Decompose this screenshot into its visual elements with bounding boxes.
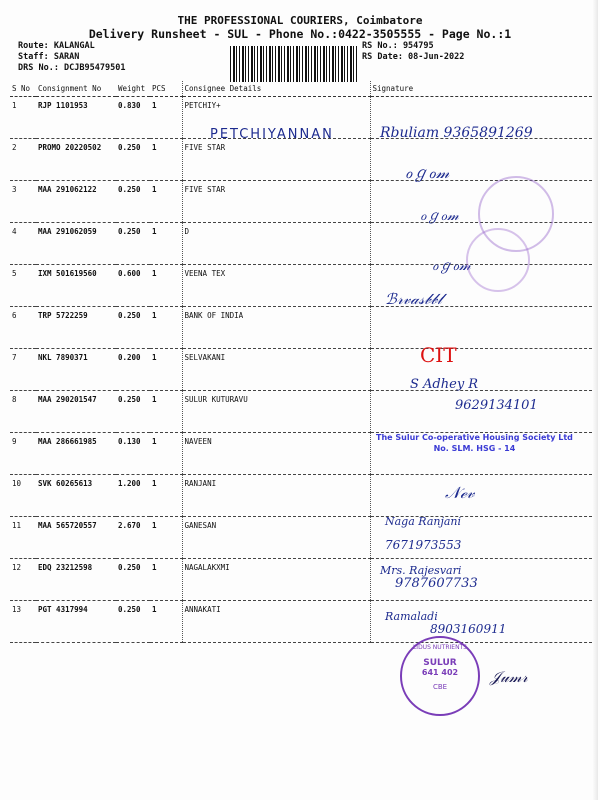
housing-stamp-line2: No. SLM. HSG - 14 <box>433 444 516 453</box>
col-pcs: PCS <box>150 81 182 97</box>
cell-sno: 6 <box>10 307 36 349</box>
nutrients-stamp-bottom: CBE <box>432 683 448 691</box>
cell-consignee: BANK OF INDIA <box>182 307 370 349</box>
cell-weight: 0.250 <box>116 559 150 601</box>
col-sno: S No <box>10 81 36 97</box>
cell-sno: 3 <box>10 181 36 223</box>
cell-sno: 12 <box>10 559 36 601</box>
cell-weight: 2.670 <box>116 517 150 559</box>
cell-pcs: 1 <box>150 349 182 391</box>
cell-signature <box>370 139 592 181</box>
signature-row12: Ramaladi <box>385 610 438 623</box>
cell-weight: 0.250 <box>116 601 150 643</box>
cell-consignee: D <box>182 223 370 265</box>
table-row <box>10 349 592 391</box>
nutrients-stamp-top: LIDUS NUTRIENTS <box>412 644 468 651</box>
cell-pcs: 1 <box>150 307 182 349</box>
cell-consignment: MAA 291062059 <box>36 223 116 265</box>
housing-society-stamp <box>376 432 573 454</box>
cell-weight: 0.600 <box>116 265 150 307</box>
cell-pcs: 1 <box>150 223 182 265</box>
col-signature: Signature <box>370 81 592 97</box>
col-weight: Weight <box>116 81 150 97</box>
cell-weight: 0.250 <box>116 223 150 265</box>
cell-sno: 10 <box>10 475 36 517</box>
cell-consignee: SULUR KUTURAVU <box>182 391 370 433</box>
signature-row9: 𝒩ℯ𝓋 <box>445 483 475 502</box>
cell-weight: 0.250 <box>116 307 150 349</box>
nutrients-stamp-mid: SULUR <box>423 658 457 668</box>
phone-row10: 7671973553 <box>385 538 462 552</box>
cell-consignee: GANESAN <box>182 517 370 559</box>
paper-edge <box>592 0 598 800</box>
cell-weight: 0.830 <box>116 97 150 139</box>
signature-row10: Naga Ranjani <box>385 515 462 528</box>
table-row <box>10 307 592 349</box>
cell-signature <box>370 475 592 517</box>
cell-weight: 1.200 <box>116 475 150 517</box>
cell-consignee: FIVE STAR <box>182 139 370 181</box>
table-row <box>10 559 592 601</box>
cell-consignment: NKL 7890371 <box>36 349 116 391</box>
cell-weight: 0.250 <box>116 181 150 223</box>
cell-pcs: 1 <box>150 181 182 223</box>
cell-pcs: 1 <box>150 559 182 601</box>
cell-consignee: PETCHIY+ <box>182 97 370 139</box>
signature-row3: ℴℊℴ𝓂 <box>420 208 459 224</box>
cell-pcs: 1 <box>150 139 182 181</box>
cell-consignee: NAGALAKXMI <box>182 559 370 601</box>
cell-pcs: 1 <box>150 475 182 517</box>
cell-consignment: MAA 291062122 <box>36 181 116 223</box>
col-consignee: Consignee Details <box>182 81 370 97</box>
cell-pcs: 1 <box>150 601 182 643</box>
cell-sno: 11 <box>10 517 36 559</box>
table-row <box>10 139 592 181</box>
cell-consignee: VEENA TEX <box>182 265 370 307</box>
cell-consignment: MAA 290201547 <box>36 391 116 433</box>
signature-row1: Rbuliam 9365891269 <box>380 125 533 141</box>
cell-weight: 0.130 <box>116 433 150 475</box>
meta-left <box>18 41 125 74</box>
cell-signature <box>370 307 592 349</box>
signature-row13: 𝒥𝓊𝓂𝓇 <box>490 668 528 686</box>
cell-sno: 4 <box>10 223 36 265</box>
cell-consignment: IXM 501619560 <box>36 265 116 307</box>
cell-sno: 2 <box>10 139 36 181</box>
cell-consignee: ANNAKATI <box>182 601 370 643</box>
housing-stamp-line1: The Sulur Co-operative Housing Society Ltd <box>376 433 573 442</box>
cell-consignment: MAA 565720557 <box>36 517 116 559</box>
cell-pcs: 1 <box>150 97 182 139</box>
runsheet-subtitle: Delivery Runsheet - SUL - Phone No.:0422-3505555 - Page No.:1 <box>88 27 512 41</box>
signature-row2: ℴℊℴ𝓂 <box>405 163 450 182</box>
col-consignment: Consignment No <box>36 81 116 97</box>
barcode <box>230 46 358 82</box>
cell-pcs: 1 <box>150 265 182 307</box>
signature-row11: Mrs. Rajesvari <box>380 564 462 577</box>
company-title: THE PROFESSIONAL COURIERS, Coimbatore <box>177 14 423 27</box>
cell-signature <box>370 349 592 391</box>
cell-weight: 0.250 <box>116 139 150 181</box>
cell-consignment: PROMO 20220502 <box>36 139 116 181</box>
cell-pcs: 1 <box>150 433 182 475</box>
cell-consignee: NAVEEN <box>182 433 370 475</box>
cell-weight: 0.250 <box>116 391 150 433</box>
signature-row7: S Adhey R <box>410 377 479 392</box>
meta-right <box>362 41 464 63</box>
cell-consignee: FIVE STAR <box>182 181 370 223</box>
cell-pcs: 1 <box>150 517 182 559</box>
cell-consignee: SELVAKANI <box>182 349 370 391</box>
cell-pcs: 1 <box>150 391 182 433</box>
signature-row4: ℴℊℴ𝓂 <box>432 258 471 274</box>
cell-sno: 13 <box>10 601 36 643</box>
phone-row7: 9629134101 <box>455 398 538 413</box>
cell-consignment: TRP 5722259 <box>36 307 116 349</box>
cell-consignment: SVK 60265613 <box>36 475 116 517</box>
faded-stamp2-icon <box>466 228 530 292</box>
runsheet-table <box>10 81 592 643</box>
cell-sno: 5 <box>10 265 36 307</box>
cell-weight: 0.200 <box>116 349 150 391</box>
cell-sno: 7 <box>10 349 36 391</box>
drs-number: DRS No.: DCJB95479501 <box>18 63 126 73</box>
cell-sno: 1 <box>10 97 36 139</box>
table-row <box>10 475 592 517</box>
staff: Staff: SARAN <box>18 52 80 62</box>
rs-date: RS Date: 08-Jun-2022 <box>362 52 465 62</box>
table-row <box>10 517 592 559</box>
table-header <box>10 81 592 97</box>
handwritten-consignee-name: PETCHIYANNAN <box>210 127 334 142</box>
cell-sno: 8 <box>10 391 36 433</box>
signature-row5: ℬ𝓇𝓋𝒶𝓈𝒷𝒷𝓁 <box>385 290 443 308</box>
cell-consignee: RANJANI <box>182 475 370 517</box>
red-mark-row6: CIT <box>420 343 457 367</box>
cell-consignment: PGT 4317994 <box>36 601 116 643</box>
cell-sno: 9 <box>10 433 36 475</box>
rs-number: RS No.: 954795 <box>362 41 434 51</box>
nutrients-stamp-pin: 641 402 <box>421 668 459 677</box>
cell-consignment: RJP 1101953 <box>36 97 116 139</box>
nutrients-stamp <box>400 636 480 716</box>
cell-consignment: EDQ 23212598 <box>36 559 116 601</box>
route: Route: KALANGAL <box>18 41 95 51</box>
phone-row12: 8903160911 <box>430 622 507 636</box>
phone-row11: 9787607733 <box>395 576 478 591</box>
cell-consignment: MAA 286661985 <box>36 433 116 475</box>
